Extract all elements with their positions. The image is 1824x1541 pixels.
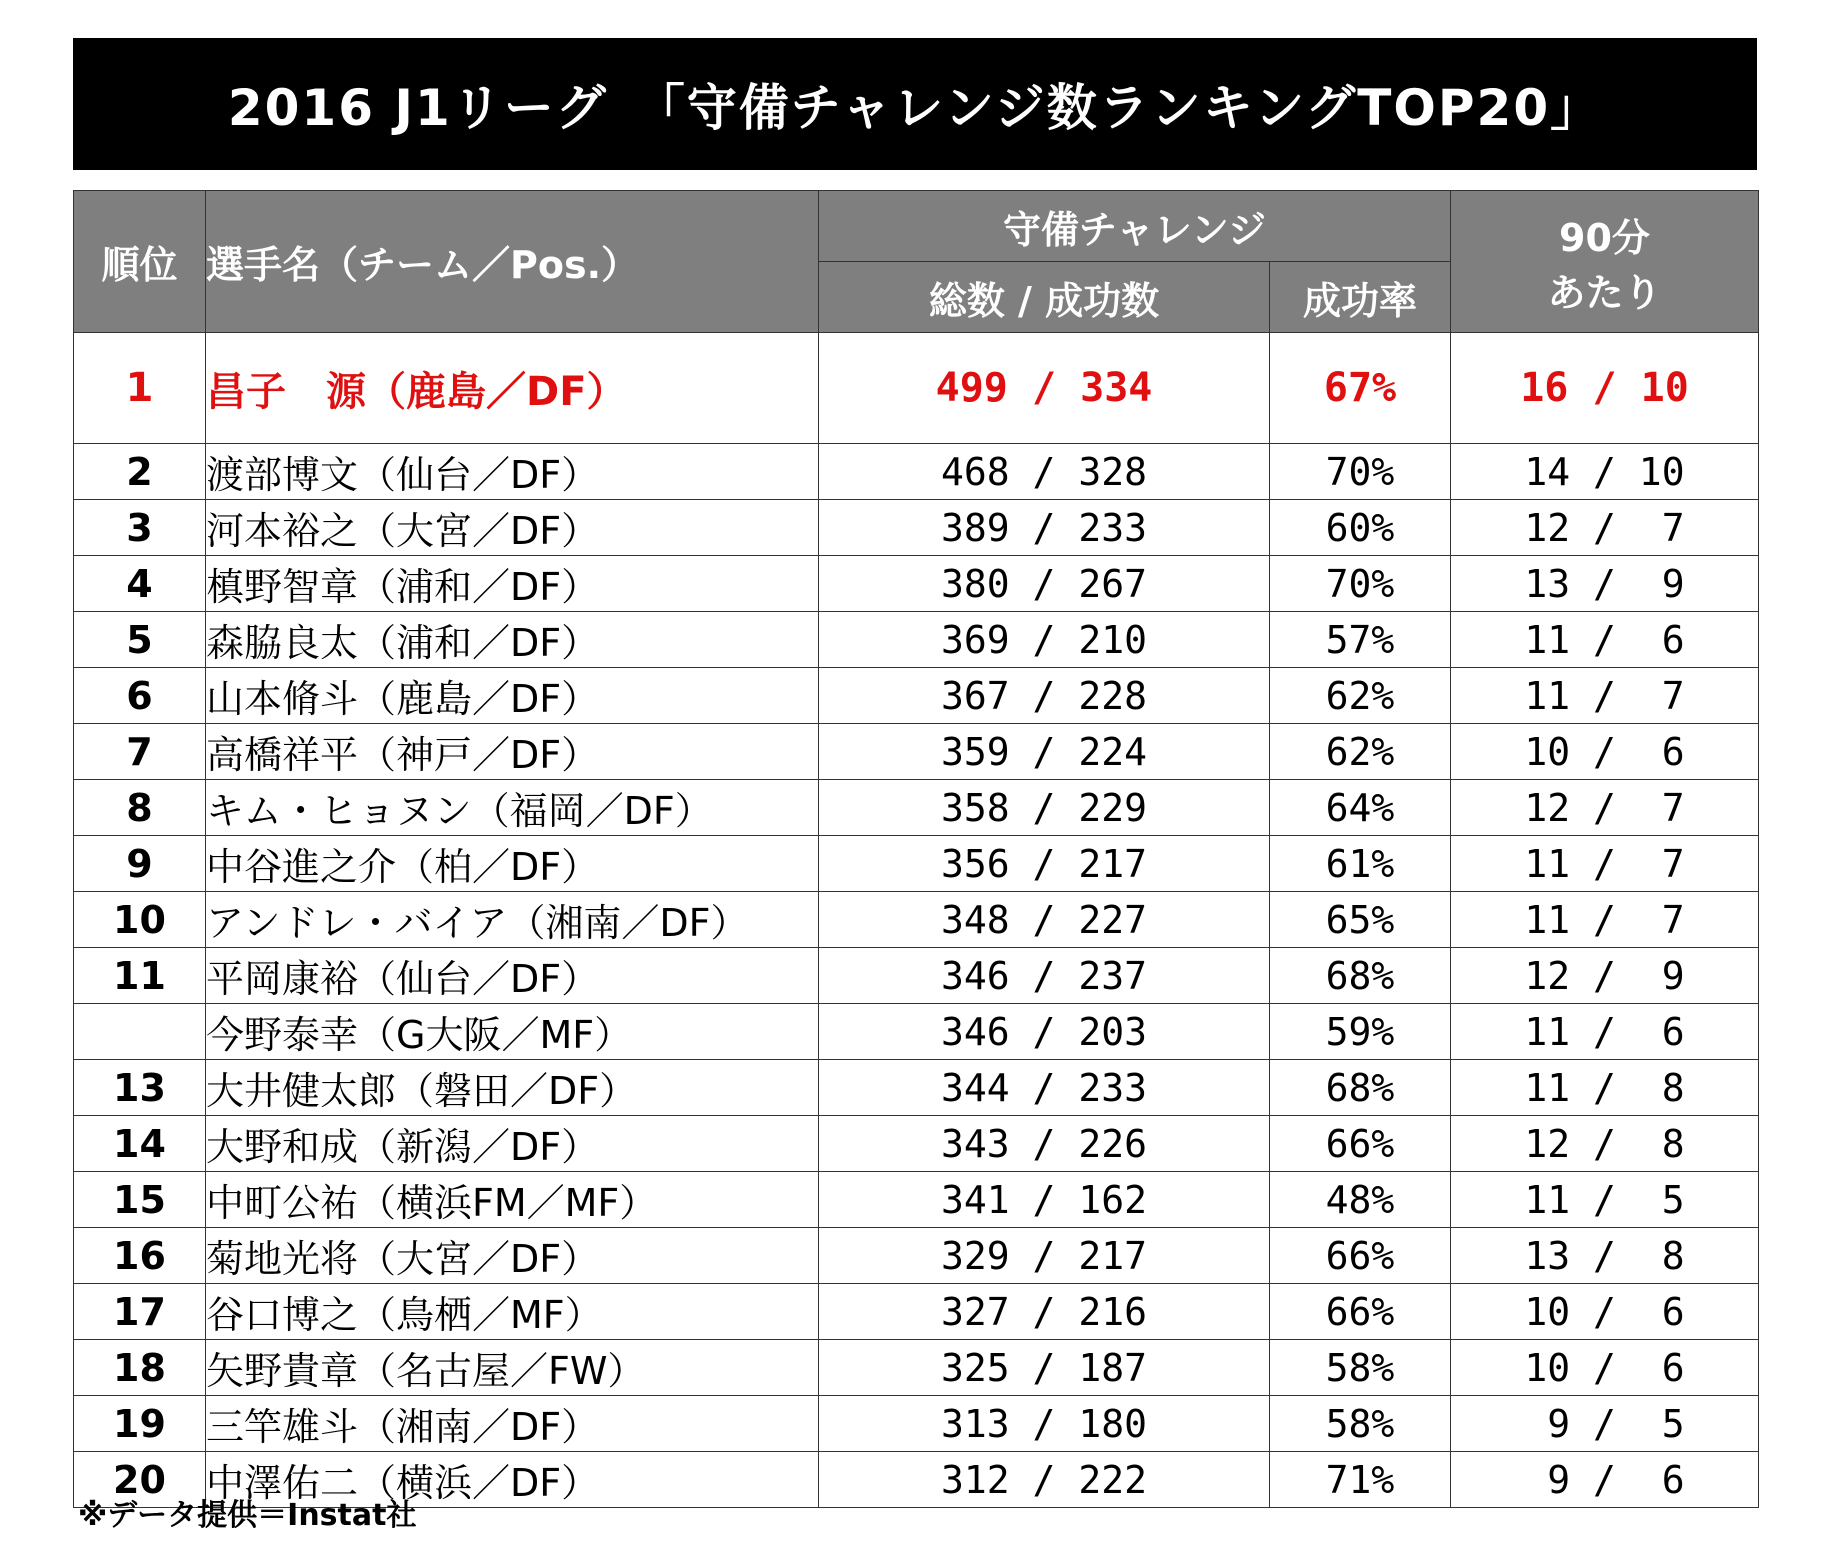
total-success-cell: 358 / 229 (819, 780, 1270, 836)
success-rate-cell: 62% (1270, 724, 1451, 780)
total-success-cell: 356 / 217 (819, 836, 1270, 892)
table-row (74, 780, 1759, 836)
success-rate-cell: 71% (1270, 1452, 1451, 1508)
success-rate-cell: 58% (1270, 1340, 1451, 1396)
table-row (74, 948, 1759, 1004)
player-name-cell: 三竿雄斗（湘南／DF） (206, 1396, 819, 1452)
success-rate-cell: 60% (1270, 500, 1451, 556)
per90-header-line1: 90分 (1559, 215, 1650, 260)
total-success-cell: 468 / 328 (819, 444, 1270, 500)
success-rate-cell: 68% (1270, 1060, 1451, 1116)
per90-cell: 11 / 7 (1451, 836, 1759, 892)
rank-cell (74, 1004, 206, 1060)
total-success-cell: 312 / 222 (819, 1452, 1270, 1508)
total-success-cell: 389 / 233 (819, 500, 1270, 556)
per90-cell: 14 / 10 (1451, 444, 1759, 500)
rank-cell: 18 (74, 1340, 206, 1396)
total-success-cell: 359 / 224 (819, 724, 1270, 780)
rank-cell: 14 (74, 1116, 206, 1172)
player-name-cell: アンドレ・バイア（湘南／DF） (206, 892, 819, 948)
per90-cell: 11 / 8 (1451, 1060, 1759, 1116)
success-rate-cell: 64% (1270, 780, 1451, 836)
rank-cell: 19 (74, 1396, 206, 1452)
per90-cell: 12 / 9 (1451, 948, 1759, 1004)
success-rate-cell: 61% (1270, 836, 1451, 892)
rank-cell: 15 (74, 1172, 206, 1228)
player-name-cell: 渡部博文（仙台／DF） (206, 444, 819, 500)
rank-cell: 16 (74, 1228, 206, 1284)
table-row (74, 668, 1759, 724)
player-name-cell: 大野和成（新潟／DF） (206, 1116, 819, 1172)
rank-cell: 9 (74, 836, 206, 892)
player-name-cell: 高橋祥平（神戸／DF） (206, 724, 819, 780)
table-row (74, 1284, 1759, 1340)
per90-cell: 11 / 6 (1451, 612, 1759, 668)
player-name-cell: 今野泰幸（G大阪／MF） (206, 1004, 819, 1060)
total-success-cell: 367 / 228 (819, 668, 1270, 724)
success-rate-cell: 68% (1270, 948, 1451, 1004)
ranking-table (73, 190, 1759, 1508)
table-row (74, 724, 1759, 780)
success-rate-cell: 70% (1270, 444, 1451, 500)
per90-cell: 12 / 7 (1451, 780, 1759, 836)
table-row (74, 612, 1759, 668)
player-name-cell: 河本裕之（大宮／DF） (206, 500, 819, 556)
page-title: 2016 J1リーグ 「守備チャレンジ数ランキングTOP20」 (73, 38, 1757, 170)
player-name-cell: 矢野貴章（名古屋／FW） (206, 1340, 819, 1396)
player-name-cell: 槙野智章（浦和／DF） (206, 556, 819, 612)
success-rate-cell: 58% (1270, 1396, 1451, 1452)
table-row (74, 444, 1759, 500)
per90-cell: 16 / 10 (1451, 333, 1759, 444)
player-name-cell: 中澤佑二（横浜／DF） (206, 1452, 819, 1508)
total-success-cell: 313 / 180 (819, 1396, 1270, 1452)
table-row (74, 1060, 1759, 1116)
success-rate-cell: 59% (1270, 1004, 1451, 1060)
success-rate-cell: 66% (1270, 1284, 1451, 1340)
rank-cell: 2 (74, 444, 206, 500)
player-name-cell: 中谷進之介（柏／DF） (206, 836, 819, 892)
challenge-group-header: 守備チャレンジ (819, 191, 1451, 262)
total-success-header: 総数 / 成功数 (819, 262, 1270, 333)
rank-cell: 5 (74, 612, 206, 668)
per90-cell: 10 / 6 (1451, 1340, 1759, 1396)
per90-cell: 10 / 6 (1451, 1284, 1759, 1340)
total-success-cell: 325 / 187 (819, 1340, 1270, 1396)
success-rate-cell: 67% (1270, 333, 1451, 444)
player-name-cell: 菊地光将（大宮／DF） (206, 1228, 819, 1284)
player-name-cell: 山本脩斗（鹿島／DF） (206, 668, 819, 724)
table-row (74, 500, 1759, 556)
player-name-cell: 中町公祐（横浜FM／MF） (206, 1172, 819, 1228)
per90-cell: 12 / 7 (1451, 500, 1759, 556)
success-rate-cell: 57% (1270, 612, 1451, 668)
per90-cell: 9 / 6 (1451, 1452, 1759, 1508)
table-row (74, 836, 1759, 892)
total-success-cell: 346 / 237 (819, 948, 1270, 1004)
total-success-cell: 499 / 334 (819, 333, 1270, 444)
total-success-cell: 346 / 203 (819, 1004, 1270, 1060)
per90-cell: 11 / 5 (1451, 1172, 1759, 1228)
player-name-cell: キム・ヒョヌン（福岡／DF） (206, 780, 819, 836)
table-row (74, 1396, 1759, 1452)
player-name-cell: 大井健太郎（磐田／DF） (206, 1060, 819, 1116)
rank-cell: 13 (74, 1060, 206, 1116)
per90-cell: 11 / 7 (1451, 892, 1759, 948)
success-rate-cell: 62% (1270, 668, 1451, 724)
table-row (74, 333, 1759, 444)
rank-cell: 11 (74, 948, 206, 1004)
ranking-rows (74, 333, 1759, 1508)
success-rate-cell: 66% (1270, 1116, 1451, 1172)
per90-cell: 13 / 8 (1451, 1228, 1759, 1284)
per90-header-line2: あたり (1547, 270, 1662, 315)
table-row (74, 1004, 1759, 1060)
rank-cell: 8 (74, 780, 206, 836)
total-success-cell: 344 / 233 (819, 1060, 1270, 1116)
player-name-cell: 谷口博之（鳥栖／MF） (206, 1284, 819, 1340)
rank-header: 順位 (74, 191, 206, 333)
success-rate-cell: 66% (1270, 1228, 1451, 1284)
total-success-cell: 327 / 216 (819, 1284, 1270, 1340)
per90-cell: 12 / 8 (1451, 1116, 1759, 1172)
total-success-cell: 348 / 227 (819, 892, 1270, 948)
table-row (74, 892, 1759, 948)
table-row (74, 1228, 1759, 1284)
per90-cell: 11 / 7 (1451, 668, 1759, 724)
player-header: 選手名（チーム／Pos.） (206, 191, 819, 333)
success-rate-cell: 48% (1270, 1172, 1451, 1228)
table-row (74, 556, 1759, 612)
success-rate-header: 成功率 (1270, 262, 1451, 333)
per90-cell: 10 / 6 (1451, 724, 1759, 780)
total-success-cell: 380 / 267 (819, 556, 1270, 612)
per90-header (1451, 191, 1759, 333)
player-name-cell: 昌子 源（鹿島／DF） (206, 333, 819, 444)
total-success-cell: 341 / 162 (819, 1172, 1270, 1228)
total-success-cell: 343 / 226 (819, 1116, 1270, 1172)
table-row (74, 1172, 1759, 1228)
rank-cell: 6 (74, 668, 206, 724)
rank-cell: 7 (74, 724, 206, 780)
success-rate-cell: 70% (1270, 556, 1451, 612)
player-name-cell: 平岡康裕（仙台／DF） (206, 948, 819, 1004)
rank-cell: 1 (74, 333, 206, 444)
total-success-cell: 369 / 210 (819, 612, 1270, 668)
table-row (74, 1340, 1759, 1396)
rank-cell: 17 (74, 1284, 206, 1340)
rank-cell: 3 (74, 500, 206, 556)
per90-cell: 11 / 6 (1451, 1004, 1759, 1060)
total-success-cell: 329 / 217 (819, 1228, 1270, 1284)
rank-cell: 10 (74, 892, 206, 948)
per90-cell: 13 / 9 (1451, 556, 1759, 612)
table-row (74, 1116, 1759, 1172)
source-note: ※データ提供＝Instat社 (78, 1498, 417, 1533)
per90-cell: 9 / 5 (1451, 1396, 1759, 1452)
success-rate-cell: 65% (1270, 892, 1451, 948)
rank-cell: 20 (74, 1452, 206, 1508)
player-name-cell: 森脇良太（浦和／DF） (206, 612, 819, 668)
rank-cell: 4 (74, 556, 206, 612)
